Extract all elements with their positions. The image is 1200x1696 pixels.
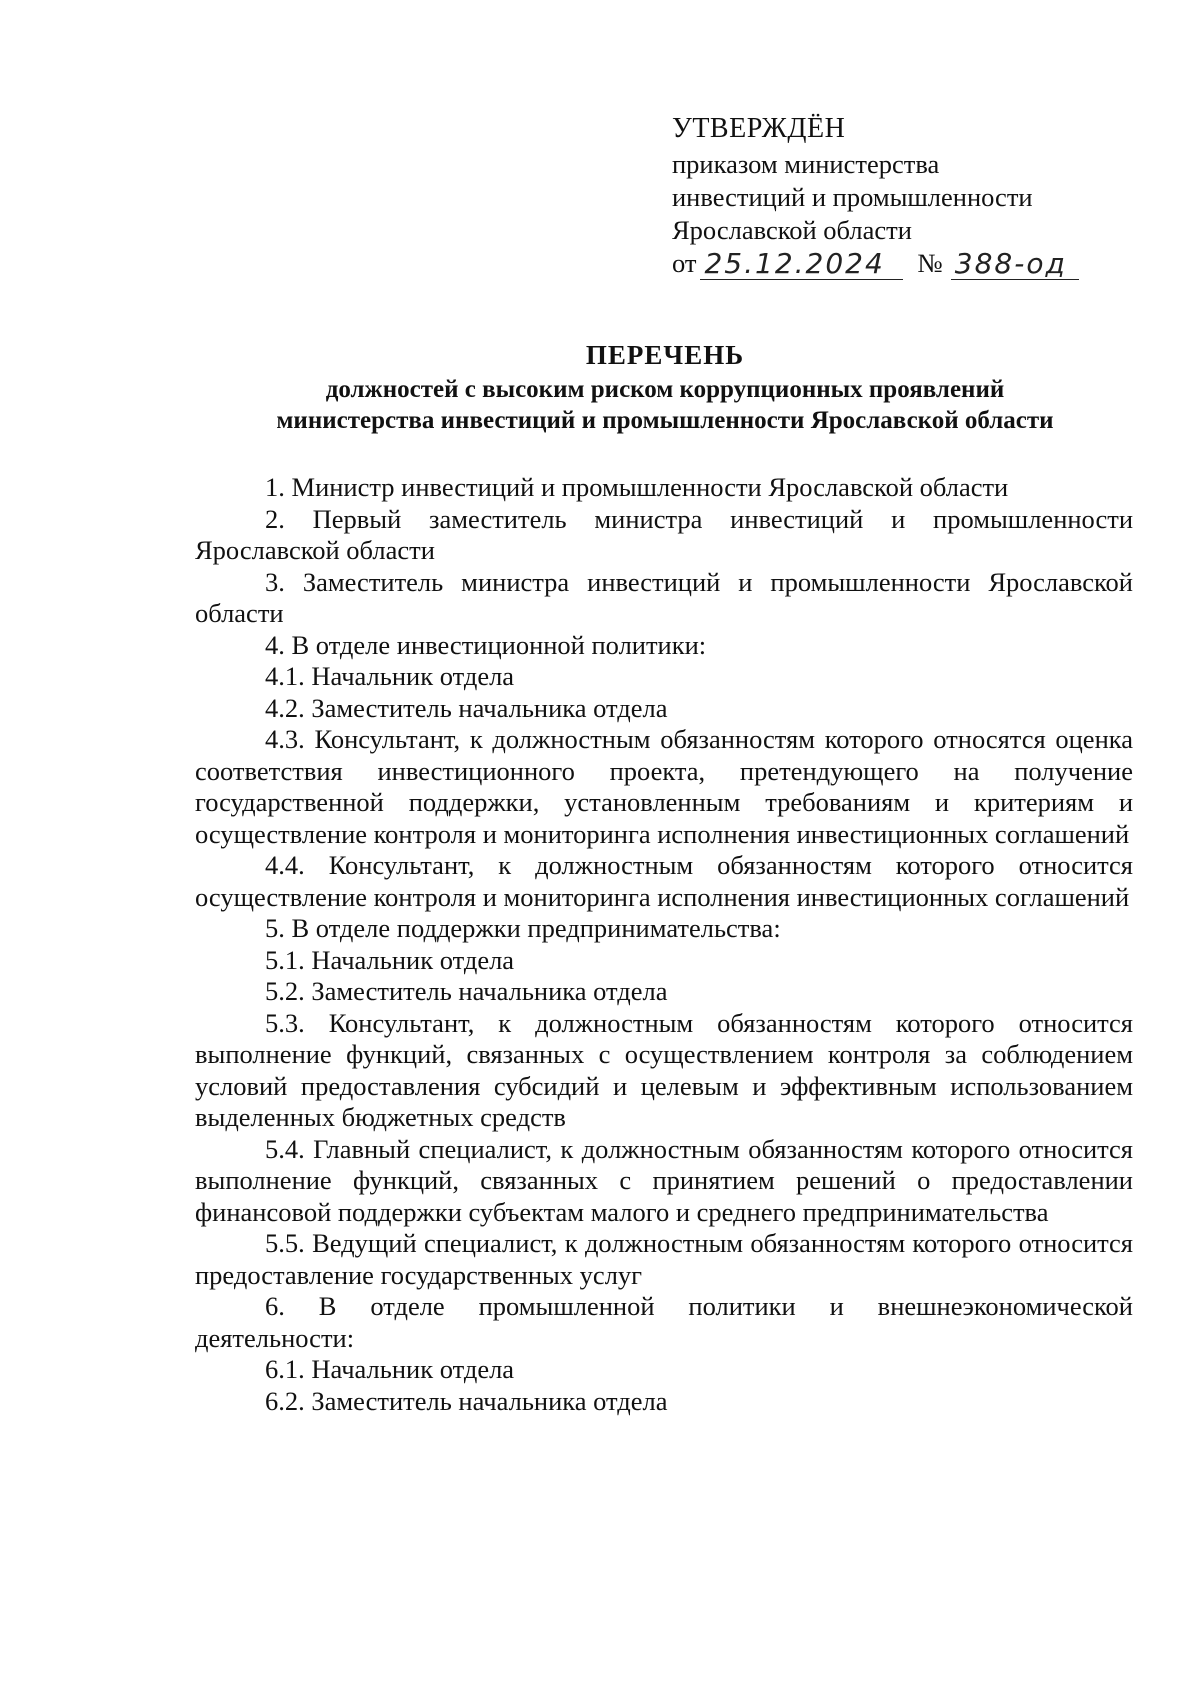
positions-list	[195, 472, 1133, 1417]
list-item: 5.3. Консультант, к должностным обязанностям которого относится выполнение функций, связанных с осуществлением контроля за соблюдением условий предоставления субсидий и целевым и эффективным использованием выделенных бюджетных средств	[195, 1007, 1133, 1132]
list-item: 5.4. Главный специалист, к должностным обязанностям которого относится выполнение функций, связанных с принятием решений о предоставлении финансовой поддержки субъектам малого и среднего предпринимательства	[195, 1133, 1133, 1227]
document-subtitle-line-1: должностей с высоким риском коррупционных проявлений	[325, 376, 1005, 403]
list-item: 6.1. Начальник отдела	[265, 1354, 515, 1384]
list-item: 3. Заместитель министра инвестиций и промышленности Ярославской области	[195, 566, 1133, 628]
approval-line-2: инвестиций и промышленности	[672, 182, 1033, 212]
approved-heading: УТВЕРЖДЁН	[672, 113, 846, 144]
list-item: 1. Министр инвестиций и промышленности Ярославской области	[265, 472, 1009, 502]
list-item: 5.1. Начальник отдела	[265, 944, 515, 975]
approval-line-1: приказом министерства	[672, 149, 940, 179]
list-item: 6.2. Заместитель начальника отдела	[265, 1385, 668, 1416]
approval-stamp-block	[672, 112, 1079, 280]
list-item: 4.2. Заместитель начальника отдела	[265, 692, 668, 723]
document-title: ПЕРЕЧЕНЬ	[585, 340, 745, 370]
list-item: 4. В отделе инвестиционной политики:	[265, 629, 707, 660]
list-item: 4.4. Консультант, к должностным обязанностям которого относится осуществление контроля и мониторинга исполнения инвестиционных соглашений	[195, 850, 1133, 912]
order-date-handwritten: 25.12.2024	[700, 249, 903, 280]
document-title-block	[200, 340, 1130, 436]
from-label: от	[672, 248, 697, 278]
approval-line-3: Ярославской области	[672, 215, 912, 245]
order-number-handwritten: 388-од	[951, 249, 1079, 280]
list-item: 4.1. Начальник отдела	[265, 661, 515, 691]
list-item: 5.5. Ведущий специалист, к должностным обязанностям которого относится предоставление государственных услуг	[195, 1228, 1133, 1290]
document-subtitle-line-2: министерства инвестиций и промышленности Ярославской области	[276, 407, 1054, 434]
list-item: 4.3. Консультант, к должностным обязанностям которого относятся оценка соответствия инвестиционного проекта, претендующего на получение государственной поддержки, установленным требованиям и критериям и осуществление контроля и мониторинга исполнения инвестиционных соглашений	[195, 724, 1133, 849]
list-item: 5. В отделе поддержки предпринимательства:	[265, 913, 781, 943]
order-date-number-line	[672, 247, 1079, 280]
list-item: 5.2. Заместитель начальника отдела	[265, 976, 668, 1006]
list-item: 6. В отделе промышленной политики и внешнеэкономической деятельности:	[195, 1291, 1133, 1353]
number-label: №	[917, 248, 943, 278]
list-item: 2. Первый заместитель министра инвестиций и промышленности Ярославской области	[195, 503, 1133, 565]
